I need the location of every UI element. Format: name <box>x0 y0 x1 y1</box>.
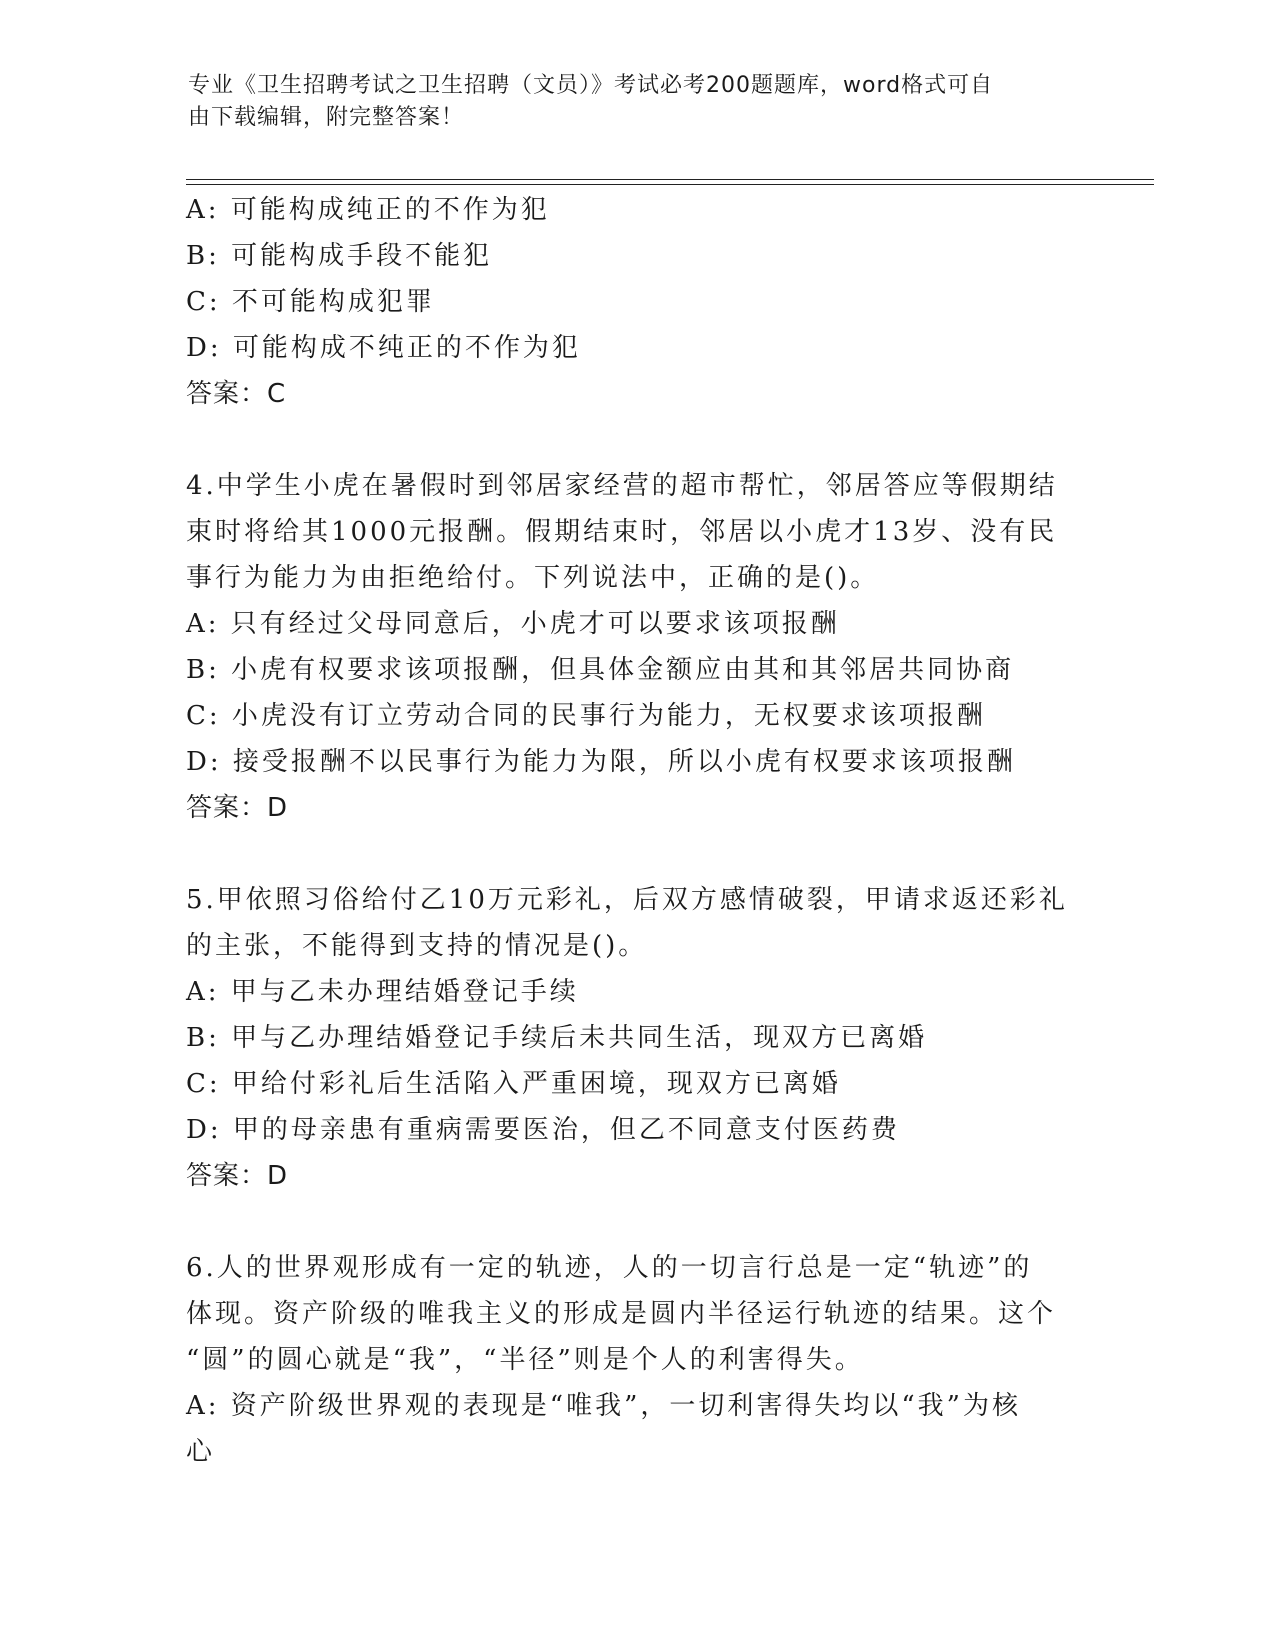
option-c: C: 不可能构成犯罪 <box>186 287 435 317</box>
question-6 <box>186 1245 1086 1475</box>
header-rule-bottom <box>186 184 1154 185</box>
option-b: B: 小虎有权要求该项报酬，但具体金额应由其和其邻居共同协商 <box>186 655 1015 685</box>
option-d: D: 接受报酬不以民事行为能力为限，所以小虎有权要求该项报酬 <box>186 747 1016 777</box>
option-a: A: 资产阶级世界观的表现是“唯我”，一切利害得失均以“我”为核 <box>186 1391 1021 1421</box>
option-c: C: 小虎没有订立劳动合同的民事行为能力，无权要求该项报酬 <box>186 701 986 731</box>
answer: 答案：D <box>186 793 289 823</box>
header-line-2: 由下载编辑，附完整答案！ <box>188 105 465 130</box>
question-stem: 体现。资产阶级的唯我主义的形成是圆内半径运行轨迹的结果。这个 <box>186 1299 1057 1329</box>
spacer <box>186 831 1086 877</box>
option-a-continued: 心 <box>186 1437 216 1467</box>
answer: 答案：D <box>186 1161 289 1191</box>
question-stem: 6.人的世界观形成有一定的轨迹，人的一切言行总是一定“轨迹”的 <box>186 1253 1033 1283</box>
option-a: A: 只有经过父母同意后，小虎才可以要求该项报酬 <box>186 609 840 639</box>
question-stem: 的主张，不能得到支持的情况是()。 <box>186 931 648 961</box>
question-stem: 4.中学生小虎在暑假时到邻居家经营的超市帮忙，邻居答应等假期结 <box>186 471 1058 501</box>
document-header <box>188 70 1068 134</box>
header-rule-top <box>186 179 1154 180</box>
spacer <box>186 417 1086 463</box>
question-stem: “圆”的圆心就是“我”，“半径”则是个人的利害得失。 <box>186 1345 864 1375</box>
option-b: B: 甲与乙办理结婚登记手续后未共同生活，现双方已离婚 <box>186 1023 928 1053</box>
document-body <box>186 187 1086 1475</box>
question-stem: 束时将给其1000元报酬。假期结束时，邻居以小虎才13岁、没有民 <box>186 517 1058 547</box>
question-stem: 5.甲依照习俗给付乙10万元彩礼，后双方感情破裂，甲请求返还彩礼 <box>186 885 1068 915</box>
option-d: D: 可能构成不纯正的不作为犯 <box>186 333 581 363</box>
spacer <box>186 1199 1086 1245</box>
question-stem: 事行为能力为由拒绝给付。下列说法中，正确的是()。 <box>186 563 880 593</box>
option-c: C: 甲给付彩礼后生活陷入严重困境，现双方已离婚 <box>186 1069 841 1099</box>
header-line-1: 专业《卫生招聘考试之卫生招聘（文员）》考试必考200题题库，word格式可自 <box>188 73 994 98</box>
option-b: B: 可能构成手段不能犯 <box>186 241 493 271</box>
option-d: D: 甲的母亲患有重病需要医治，但乙不同意支付医药费 <box>186 1115 900 1145</box>
option-a: A: 甲与乙未办理结婚登记手续 <box>186 977 579 1007</box>
option-a: A: 可能构成纯正的不作为犯 <box>186 195 550 225</box>
question-5 <box>186 877 1086 1199</box>
answer: 答案：C <box>186 379 287 409</box>
question-4 <box>186 463 1086 831</box>
question-3 <box>186 187 1086 417</box>
